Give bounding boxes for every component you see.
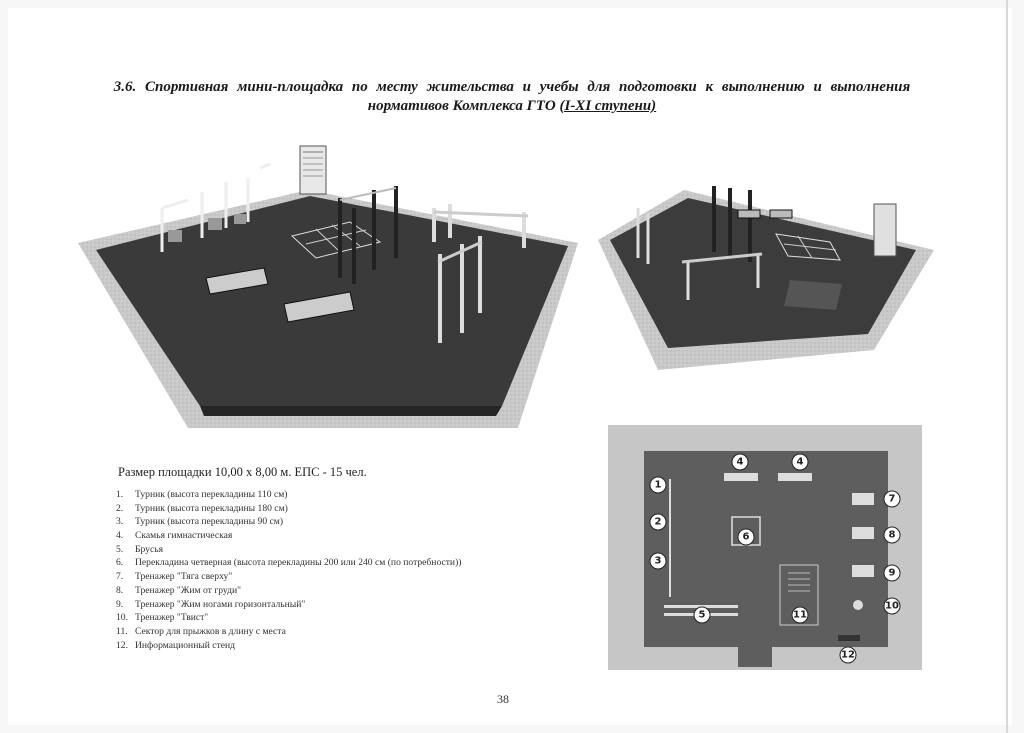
legend-number: 7. [116, 571, 124, 583]
plan-marker-12 [840, 647, 856, 663]
page-number: 38 [497, 692, 509, 706]
plan-marker-1 [650, 477, 666, 493]
plan-label-11: 11 [793, 609, 807, 621]
legend-number: 8. [116, 584, 124, 596]
legend-text: Брусья [135, 543, 164, 555]
plan-label-8: 8 [888, 529, 896, 541]
legend-item [116, 502, 461, 516]
legend-item [116, 625, 461, 639]
title-line-1: 3.6. Спортивная мини-площадка по месту жительства и учебы для подготовки к выполнению и выполнения [113, 79, 911, 95]
legend-item [116, 611, 461, 625]
page-title [40, 78, 984, 116]
plan-label-9: 9 [888, 567, 896, 579]
legend-number: 9. [116, 598, 124, 610]
plan-marker-7 [884, 491, 900, 507]
legend-text: Тренажер "Тяга сверху" [135, 571, 233, 583]
legend-number: 2. [116, 502, 124, 514]
plan-marker-10 [884, 598, 900, 614]
legend-item [116, 529, 461, 543]
plan-label-4b: 4 [796, 456, 804, 468]
plan-label-1: 1 [654, 479, 662, 491]
title-line-2 [40, 97, 984, 116]
title-line-2-prefix: нормативов Комплекса ГТО [367, 98, 560, 114]
legend-text: Турник (высота перекладины 110 см) [135, 489, 288, 500]
plan-marker-8 [884, 527, 900, 543]
legend-text: Перекладина четверная (высота перекладины 200 или 240 см (по потребности)) [135, 557, 462, 569]
plan-label-4a: 4 [736, 456, 744, 468]
legend-item [116, 488, 461, 502]
title-steps-underlined: (I-XI ступени) [559, 98, 657, 114]
legend-item [116, 570, 461, 584]
legend-number: 11. [116, 625, 128, 637]
page-edge [1006, 0, 1008, 733]
legend-text: Тренажер "Твист" [135, 612, 209, 624]
legend-text: Тренажер "Жим от груди" [135, 584, 242, 596]
plan-label-12: 12 [841, 649, 855, 661]
plan-label-5: 5 [698, 609, 706, 621]
playground-size-text: Размер площадки 10,00 х 8,00 м. ЕПС - 15 чел. [118, 465, 367, 479]
plan-marker-2 [650, 514, 666, 530]
legend-item [116, 639, 461, 653]
legend-text: Турник (высота перекладины 180 см) [135, 502, 288, 514]
plan-marker-9 [884, 565, 900, 581]
legend-text: Тренажер "Жим ногами горизонтальный" [135, 598, 306, 610]
legend-text: Скамья гимнастическая [135, 530, 233, 542]
legend-item [116, 584, 461, 598]
plan-marker-4b [792, 454, 808, 470]
legend-number: 4. [116, 530, 124, 542]
legend-number: 3. [116, 516, 124, 528]
legend-item [116, 515, 461, 529]
plan-label-6: 6 [742, 531, 750, 543]
plan-marker-4a [732, 454, 748, 470]
plan-marker-6 [738, 529, 754, 545]
legend-number: 10. [116, 612, 128, 624]
legend-text: Сектор для прыжков в длину с места [135, 625, 286, 637]
plan-marker-11 [792, 607, 808, 623]
legend-number: 1. [116, 489, 124, 500]
plan-label-7: 7 [888, 493, 896, 505]
equipment-legend [116, 488, 461, 652]
plan-marker-5 [694, 607, 710, 623]
playground-render-right [598, 170, 934, 370]
playground-plan-diagram [608, 425, 922, 670]
legend-item [116, 543, 461, 557]
plan-marker-3 [650, 553, 666, 569]
playground-render-left [78, 138, 578, 428]
plan-label-3: 3 [654, 555, 662, 567]
plan-label-10: 10 [885, 600, 899, 612]
legend-number: 6. [116, 557, 124, 569]
plan-label-2: 2 [654, 516, 662, 528]
legend-item [116, 556, 461, 570]
legend-item [116, 598, 461, 612]
legend-number: 12. [116, 639, 128, 651]
legend-text: Турник (высота перекладины 90 см) [135, 516, 284, 528]
legend-number: 5. [116, 543, 124, 555]
legend-text: Информационный стенд [135, 639, 236, 651]
